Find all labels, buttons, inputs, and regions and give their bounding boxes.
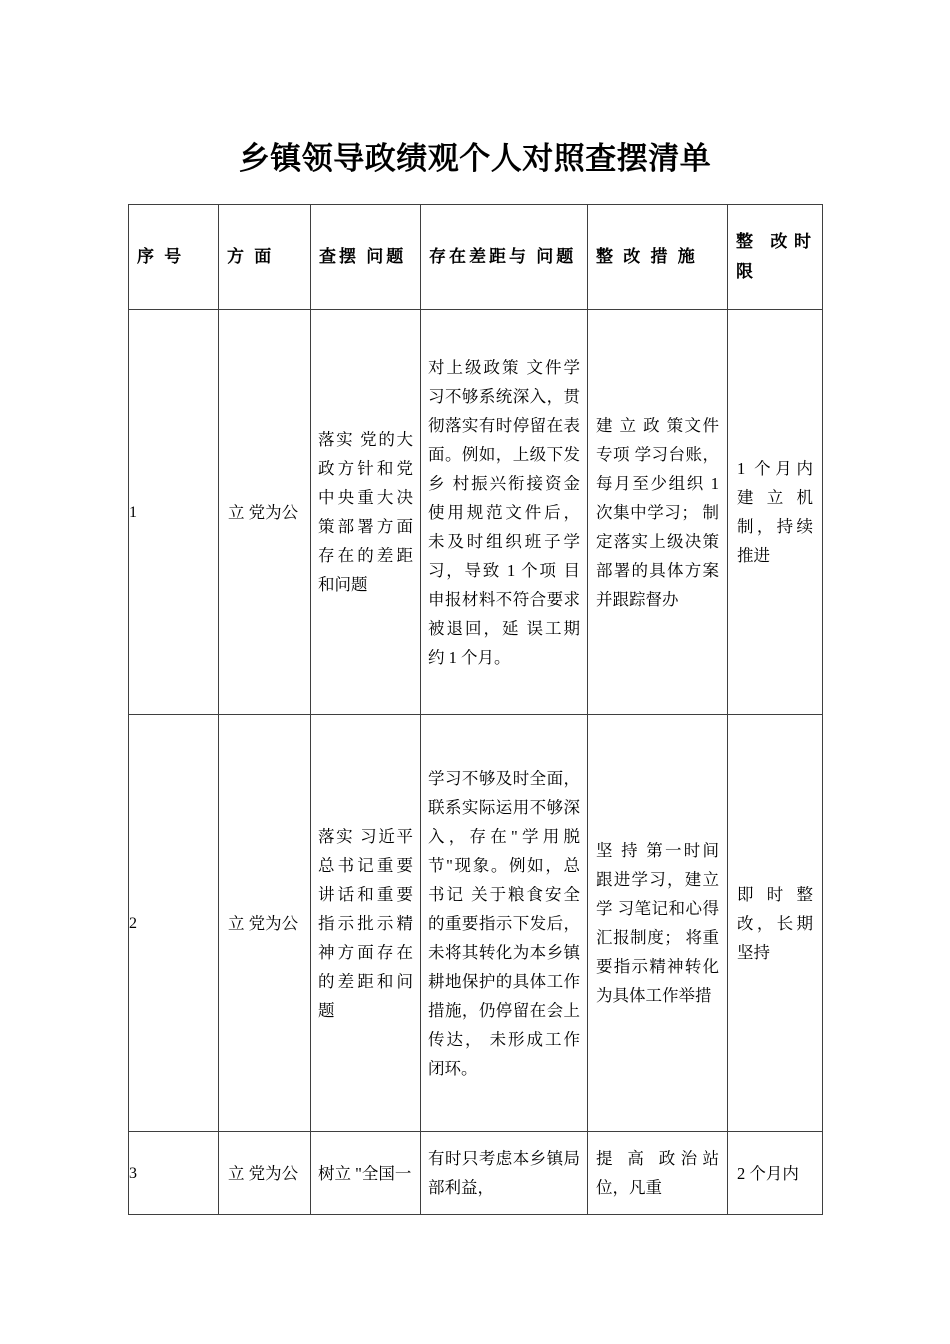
cell-deadline-text: 1 个月内建立机制，持续推进	[737, 459, 813, 565]
cell-problem	[311, 715, 421, 1132]
cell-aspect	[219, 310, 311, 715]
table-row	[129, 310, 823, 715]
table-row	[129, 1132, 823, 1215]
cell-seq-text: 2	[129, 914, 137, 932]
cell-seq-text: 3	[129, 1164, 137, 1182]
column-header-deadline	[728, 205, 823, 310]
cell-problem	[311, 1132, 421, 1215]
column-header-measure-label: 整 改 措 施	[596, 247, 698, 266]
column-header-gap-label: 存在差距与 问题	[429, 247, 577, 266]
cell-gap-text: 有时只考虑本乡镇局部利益，	[428, 1149, 580, 1197]
cell-aspect-text: 立 党为公	[228, 1163, 299, 1183]
cell-deadline-text: 2 个月内	[737, 1163, 799, 1183]
cell-seq	[129, 310, 219, 715]
cell-problem-text: 落实 党的大政方针和党中央重大决策部署方面存在的差距和问题	[318, 430, 413, 594]
page-title: 乡镇领导政绩观个人对照查摆清单	[238, 141, 712, 176]
checklist-table	[128, 204, 823, 1215]
cell-deadline-text: 即 时 整改，长期坚持	[737, 884, 813, 962]
cell-gap	[421, 715, 588, 1132]
cell-gap-text: 学习不够及时全面，联系实际运用不够深入，存在"学用脱节"现象。例如，总书记 关于粮食安全的重要指示下发后， 未将其转化为本乡镇耕地保护的具体工作措施，仍停留在会上传达， 未形成工作闭环。	[428, 768, 580, 1078]
cell-measure	[588, 1132, 728, 1215]
column-header-problem	[311, 205, 421, 310]
cell-problem-text: 树立 "全国一	[318, 1163, 412, 1183]
column-header-deadline-label: 整 改时限	[736, 232, 814, 281]
cell-seq-text: 1	[129, 503, 137, 521]
column-header-measure	[588, 205, 728, 310]
cell-aspect	[219, 715, 311, 1132]
cell-deadline	[728, 1132, 823, 1215]
column-header-seq	[129, 205, 219, 310]
table-header-row	[129, 205, 823, 310]
cell-measure-text: 坚 持 第一时间跟进学习，建立学 习笔记和心得汇报制度； 将重要指示精神转化为具体工作举措	[596, 841, 719, 1005]
cell-measure	[588, 310, 728, 715]
cell-gap-text: 对上级政策 文件学习不够系统深入，贯彻落实有时停留在表面。例如，上级下发乡 村振兴衔接资金使用规范文件后， 未及时组织班子学习，导致 1 个项 目申报材料不符合要求被退回，延 误工期约 1 个月。	[428, 357, 580, 667]
cell-aspect-text: 立 党为公	[228, 502, 299, 522]
cell-aspect-text: 立 党为公	[228, 913, 299, 933]
column-header-aspect-label: 方 面	[227, 247, 275, 266]
cell-measure-text: 建 立 政 策文件 专项 学习台账，每月至少组织 1 次集中学习； 制定落实上级决策部署的具体方案并跟踪督办	[596, 415, 719, 609]
cell-problem	[311, 310, 421, 715]
cell-aspect	[219, 1132, 311, 1215]
cell-deadline	[728, 310, 823, 715]
cell-gap	[421, 1132, 588, 1215]
cell-seq	[129, 1132, 219, 1215]
cell-deadline	[728, 715, 823, 1132]
cell-measure-text: 提 高 政治站位，凡重	[596, 1149, 719, 1197]
cell-seq	[129, 715, 219, 1132]
column-header-aspect	[219, 205, 311, 310]
cell-gap	[421, 310, 588, 715]
table-row	[129, 715, 823, 1132]
column-header-seq-label: 序 号	[137, 247, 185, 266]
column-header-gap	[421, 205, 588, 310]
cell-problem-text: 落实 习近平总书记重要讲话和重要指示批示精神方面存在的差距和问题	[318, 826, 413, 1020]
cell-measure	[588, 715, 728, 1132]
column-header-problem-label: 查摆 问题	[319, 247, 407, 266]
